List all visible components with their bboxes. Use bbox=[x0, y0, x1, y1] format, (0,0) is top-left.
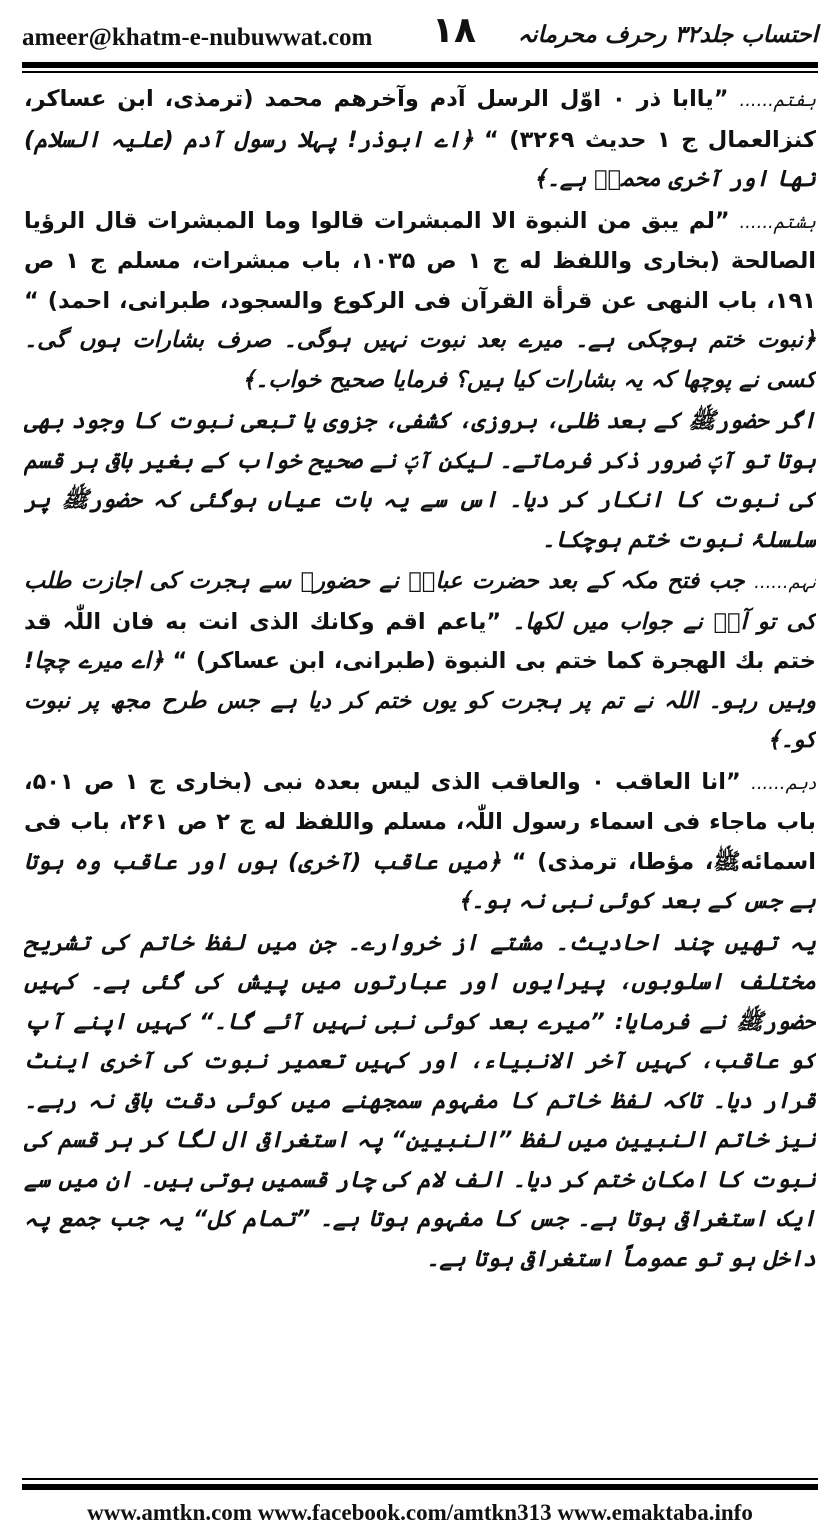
header-rule-thick bbox=[22, 62, 818, 68]
urdu-translation: ﴿میں عاقب (آخری) ہوں اور عاقب وہ ہوتا ہے جس کے بعد کوئی نبی نہ ہو۔﴾ bbox=[24, 848, 816, 914]
arabic-hadith: ”انا العاقب ۰ والعاقب الذی لیس بعدہ نبی (بخاری ج ۱ ص ۵۰۱، باب ماجاء فی اسماء رسول اللّٰہ، مسلم واللفظ له ج ۲ ص ۲۶۱، باب فی اسمائهﷺ، مؤطا، ترمذی) “ bbox=[24, 768, 816, 875]
header-rule-thin bbox=[22, 71, 818, 73]
commentary-paragraph: اگر حضورﷺ کے بعد ظلی، بروزی، کشفی، جزوی یا تبعی نبوت کا وجود بھی ہوتا تو آپؐ ضرور ذکر فرماتے۔ لیکن آپؐ نے صحیح خواب کے بغیر باقی ہر قسم کی نبوت کا انکار کر دیا۔ اس سے یہ بات عیاں ہوگئی کہ حضورﷺ پر سلسلۂ نبوت ختم ہوچکا۔ bbox=[24, 408, 816, 553]
urdu-intro: جب فتح مکہ کے بعد حضرت عباسؓ نے حضورﷺ سے ہجرت کی اجازت طلب کی تو آپؐ نے جواب میں لکھا۔ bbox=[24, 568, 816, 635]
arabic-hadith: ”یاعم اقم وکانك الذی انت به فان اللّٰہ قد ختم بك الھجرة کما ختم بی النبوة (طبرانی، ابن عساکر) “ bbox=[24, 608, 816, 674]
paragraph-8 bbox=[24, 202, 816, 401]
header-email: ameer@khatm-e-nubuwwat.com bbox=[22, 24, 373, 51]
urdu-translation: ﴿نبوت ختم ہوچکی ہے۔ میرے بعد نبوت نہیں ہوگی۔ صرف بشارات ہوں گی۔ کسی نے پوچھا کہ یہ بشارات کیا ہیں؟ فرمایا صحیح خواب۔﴾ bbox=[24, 327, 816, 393]
urdu-translation: ﴿اے ابوذر! پہلا رسول آدم (علیہ السلام) تھا اور آخری محمدؐ ہے۔﴾ bbox=[24, 126, 816, 192]
footer-links: www.amtkn.com www.facebook.com/amtkn313 www.emaktaba.info bbox=[87, 1500, 753, 1525]
paragraph-label: ہفتم...... bbox=[739, 90, 816, 111]
running-title: احتساب جلد۳۲ رحرف محرمانہ bbox=[517, 22, 818, 48]
arabic-hadith: ”یاابا ذر ۰ اوّل الرسل آدم وآخرھم محمد (ترمذی، ابن عساکر، کنزالعمال ج ۱ حدیث ۳۲۶۹) “ bbox=[24, 86, 816, 153]
paragraph-label: نہم...... bbox=[754, 572, 816, 593]
arabic-hadith: ”لم یبق من النبوة الا المبشرات قالوا وما المبشرات قال الرؤیا الصالحة (بخاری واللفظ له ج ۱ ص ۱۰۳۵، باب مبشرات، مسلم ج ۱ ص ۱۹۱، باب النھی عن قرأة القرآن فی الرکوع والسجود، طبرانی، احمد) “ bbox=[24, 207, 816, 314]
page-number: ۱۸ bbox=[432, 10, 476, 51]
paragraph-label: ہشتم...... bbox=[739, 211, 816, 233]
paragraph-label: دہم...... bbox=[751, 772, 816, 794]
paragraph-9 bbox=[24, 562, 816, 761]
paragraph-10 bbox=[24, 763, 816, 922]
footer-rule-thick bbox=[22, 1484, 818, 1490]
page-body bbox=[24, 80, 816, 1470]
footer-rule-thin bbox=[22, 1478, 818, 1480]
closing-paragraph: یہ تھیں چند احادیث۔ مشتے از خروارے۔ جن میں لفظ خاتم کی تشریح مختلف اسلوبوں، پیرایوں اور عبارتوں میں پیش کی گئی ہے۔ کہیں حضورﷺ نے فرمایا: ”میرے بعد کوئی نبی نہیں آئے گا۔“ کہیں اپنے آپ کو عاقب، کہیں آخر الانبیاء، اور کہیں تعمیر نبوت کی آخری اینٹ قرار دیا۔ تاکہ لفظ خاتم کا مفہوم سمجھنے میں کوئی دقت باقی نہ رہے۔ نیز خاتم النبیین میں لفظ ”النبیین“ پہ استغراقی ال لگا کر ہر قسم کی نبوت کا امکان ختم کر دیا۔ الف لام کی چار قسمیں ہوتی ہیں۔ ان میں سے ایک استغراقی ہوتا ہے۔ جس کا مفہوم ہوتا ہے۔ ”تمام کل“ یہ جب جمع پہ داخل ہو تو عموماً استغراقی ہوتا ہے۔ bbox=[24, 929, 816, 1272]
paragraph-7 bbox=[24, 80, 816, 200]
page-header bbox=[22, 8, 818, 58]
urdu-translation: ﴿اے میرے چچا! وہیں رہو۔ اللہ نے تم پر ہجرت کو یوں ختم کر دیا ہے جس طرح مجھ پر نبوت کو۔﴾ bbox=[24, 648, 816, 753]
